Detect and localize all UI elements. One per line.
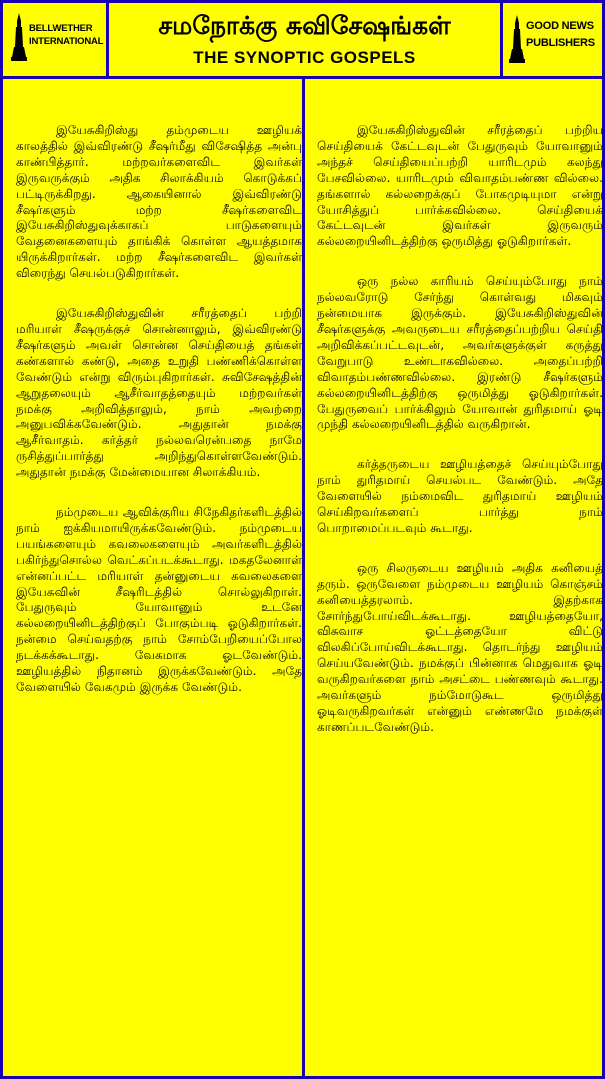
english-title: THE SYNOPTIC GOSPELS bbox=[193, 48, 416, 67]
good-news-tower-icon bbox=[509, 13, 525, 65]
right-paragraph-1: இயேசுகிறிஸ்துவின் சரீரத்தைப் பற்றிய செய்தியைக் கேட்டவுடன் பேதுருவும் யோவானும் அந்தச் செய்தியைப்பற்றி யாரிடமும் கலந்து பேசவில்லை. யாரிடமும் விவாதம்பண்ண வில்லை. தங்களால் கல்லறைக்குப் போகமுடியுமா என்று யோசித்துப் பார்க்கவில்லை. செய்தியைக் கேட்டவுடன் இவர்கள் இருவரும் கல்லறையினிடத்திற்கு ஒருமித்து ஓடுகிறார்கள். bbox=[317, 123, 603, 249]
right-paragraph-2: ஒரு நல்ல காரியம் செய்யும்போது நாம் நல்லவரோடு சேர்ந்து கொள்வது மிகவும் நன்மையாக இருக்கும். இயேசுகிறிஸ்துவின் சீஷர்களுக்கு அவருடைய சரீரத்தைப்பற்றிய செய்தி அறிவிக்கப்பட்டவுடன், அவர்களுக்குள் கருத்து வேறுபாடு உண்டாகவில்லை. அதைப்பற்றி விவாதம்பண்ணவில்லை. இரண்டு சீஷர்களும் கல்லறையினிடத்திற்கு ஒருமித்து ஓடுகிறார்கள். பேதுருவைப் பார்க்கிலும் யோவான் துரிதமாய் ஓடி முந்தி கல்லறையினிடத்தில் வருகிறான். bbox=[317, 274, 603, 432]
left-paragraph-1: இயேசுகிறிஸ்து தம்முடைய ஊழியக் காலத்தில் இவ்விரண்டு சீஷர்மீது விசேஷித்த அன்பு காண்பித்தார். மற்றவர்களைவிட இவர்கள் இருவருக்கும் அதிக சிலாக்கியம் கொடுக்கப் பட்டிருக்கிறது. ஆகையினால் இவ்விரண்டு சீஷர்களும் மற்ற சீஷர்களைவிட இயேசுகிறிஸ்துவுக்காகப் பாடுகளையும் வேதனைகளையும் தாங்கிக் கொள்ள ஆயத்தமாக யிருக்கிறார்கள். மற்ற சீஷர்களைவிட இவர்கள் விரைந்து செயல்படுகிறார்கள். bbox=[16, 123, 302, 281]
bellwether-logo-text: BELLWETHER INTERNATIONAL bbox=[29, 23, 104, 47]
good-news-logo bbox=[500, 3, 602, 76]
right-column bbox=[317, 123, 603, 760]
tamil-title: சமநோக்கு சுவிசேஷங்கள் bbox=[158, 11, 451, 40]
left-column bbox=[16, 123, 302, 720]
bellwether-tower-icon bbox=[11, 13, 27, 63]
column-divider bbox=[302, 79, 305, 1079]
left-paragraph-2: இயேசுகிறிஸ்துவின் சரீரத்தைப் பற்றி மரியாள் சீஷருக்குச் சொன்னாலும், இவ்விரண்டு சீஷர்களும் அவள் சொன்ன செய்தியைத் தங்கள் கண்களால் கண்டு, அதை உறுதி பண்ணிக்கொள்ள வேண்டும் என்று விரும்புகிறார்கள். சுவிசேஷத்தின் ஆறுதலையும் ஆசீர்வாதத்தையும் மற்றவர்கள் நமக்கு அறிவித்தாலும், நாம் அவற்றை அனுபவிக்கவேண்டும். அதுதான் நமக்கு ஆசீர்வாதம். கர்த்தர் நல்லவரென்பதை நாமே ருசித்துப்பார்த்து அறிந்துகொள்ளவேண்டும். அதுதான் நமக்கு மேன்மையான சிலாக்கியம். bbox=[16, 306, 302, 480]
right-paragraph-3: கர்த்தருடைய ஊழியத்தைச் செய்யும்போது நாம் துரிதமாய் செயல்பட வேண்டும். அதே வேளையில் நம்மைவிட துரிதமாய் ஊழியம் செய்கிறவர்களைப் பார்த்து நாம் பொறாமைப்படவும் கூடாது. bbox=[317, 457, 603, 535]
bellwether-logo bbox=[3, 3, 109, 76]
title-block bbox=[112, 3, 497, 76]
left-paragraph-3: நம்முடைய ஆவிக்குரிய சிநேகிதர்களிடத்தில் நாம் ஐக்கியமாயிருக்கவேண்டும். நம்முடைய பயங்களையும் கவலைகளையும் அவர்களிடத்தில் பகிர்ந்துசொல்ல வெட்கப்படக்கூடாது. மகதலேனாள் என்னப்பட்ட மரியாள் தன்னுடைய கவலைகளை இயேசுவின் சீஷரிடத்தில் சொல்லுகிறாள். பேதுருவும் யோவானும் உடனே கல்லறையினிடத்திற்குப் போகும்படி ஓடுகிறார்கள். நன்மை செய்வதற்கு நாம் சோம்பேறியைப்போல நடக்கக்கூடாது. வேகமாக ஓடவேண்டும். ஊழியத்தில் நிதானம் இருக்கவேண்டும். அதே வேளையில் வேகமும் இருக்க வேண்டும். bbox=[16, 505, 302, 694]
header bbox=[3, 3, 602, 79]
good-news-logo-text: GOOD NEWS PUBLISHERS bbox=[526, 20, 595, 49]
right-paragraph-4: ஒரு சிலருடைய ஊழியம் அதிக கனியைத் தரும். ஒருவேளை நம்முடைய ஊழியம் கொஞ்சம் கனியைத்தரலாம். இதற்காக சோர்ந்துபோய்விடக்கூடாது. ஊழியத்தையோ, விசுவாச ஓட்டத்தையோ விட்டு விலகிப்போய்விடக்கூடாது. தொடர்ந்து ஊழியம் செய்யவேண்டும். நமக்குப் பின்னாக மெதுவாக ஓடி வருகிறவர்களை நாம் அசட்டை பண்ணவும் கூடாது. அவர்களும் நம்மோடுகூட ஒருமித்து ஓடிவருகிறவர்கள் என்னும் எண்ணமே நமக்குள் காணப்படவேண்டும். bbox=[317, 560, 603, 734]
